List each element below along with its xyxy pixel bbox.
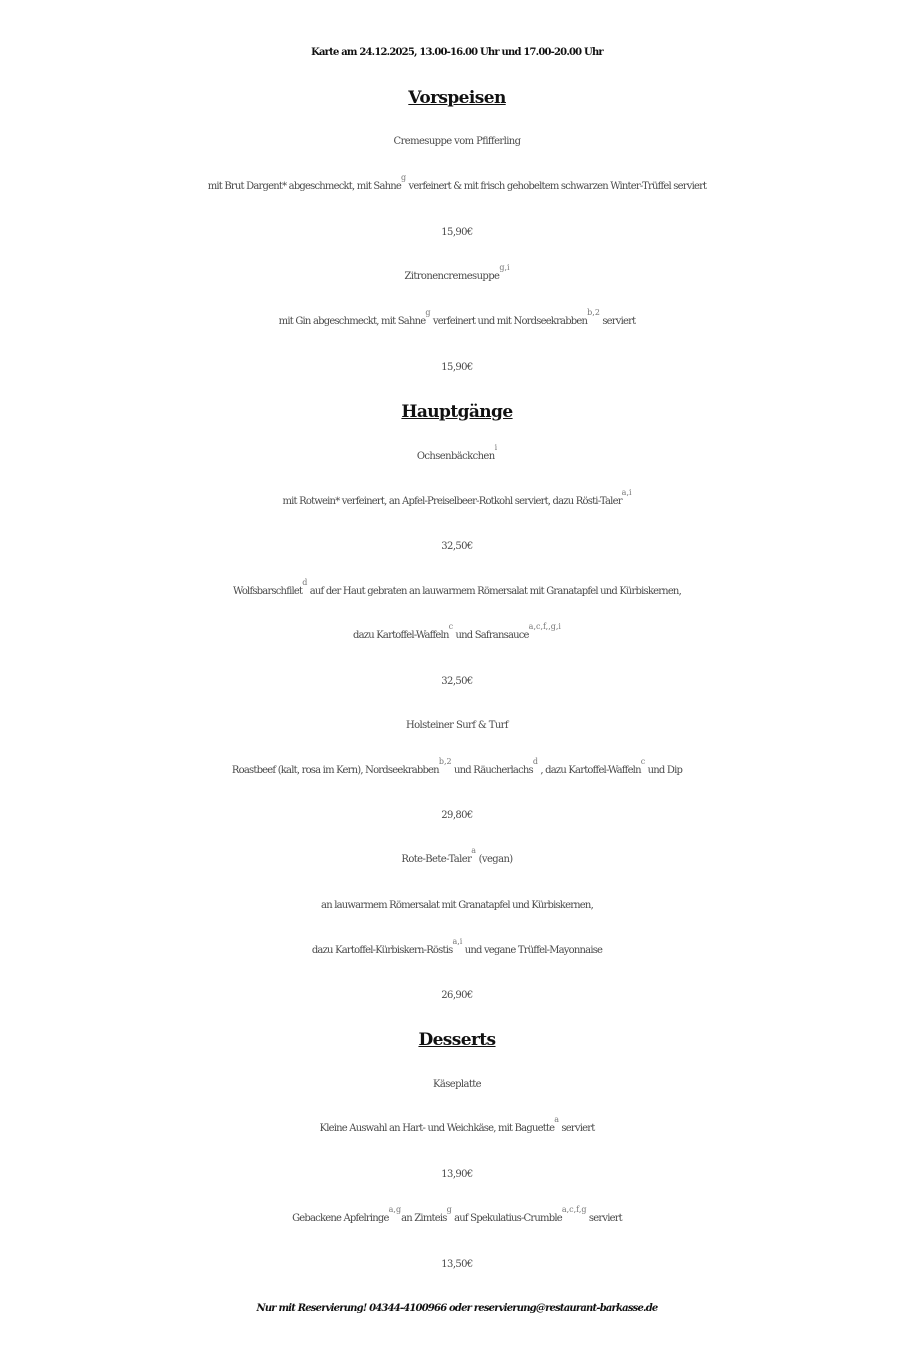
dish-name: Holsteiner Surf & Turf xyxy=(406,720,508,731)
dish-description: dazu Kartoffel-Waffeln$^c$ und Safransauce$^{a,c,f,,g,i}$ xyxy=(353,622,561,641)
dish-name: Cremesuppe vom Pfifferling xyxy=(393,136,521,147)
dish-description: an lauwarmem Römersalat mit Granatapfel und Kürbiskernen, xyxy=(321,900,593,911)
dish-description: dazu Kartoffel-Kürbiskern-Röstis$^{a,i}$ und vegane Trüffel-Mayonnaise xyxy=(311,937,603,956)
dish-price: 13,50€ xyxy=(441,1259,473,1270)
dish-description: mit Brut Dargent* abgeschmeckt, mit Sahne$^g$ verfeinert & mit frisch gehobeltem schwarzen Winter-Trüffel serviert xyxy=(207,173,707,192)
dish-description: Kleine Auswahl an Hart- und Weichkäse, mit Baguette$^a$ serviert xyxy=(319,1115,595,1134)
section-heading-vorspeisen: Vorspeisen xyxy=(408,88,506,108)
reservation-footer: Nur mit Reservierung! 04344-4100966 oder reservierung@restaurant-barkasse.de xyxy=(256,1303,658,1314)
dish-description: Roastbeef (kalt, rosa im Kern), Nordseekrabben$^{b,2}$ und Räucherlachs$^d$ , dazu Kartoffel-Waffeln$^c$ und Dip xyxy=(231,757,683,776)
dish-price: 15,90€ xyxy=(441,227,473,238)
dish-price: 15,90€ xyxy=(441,362,473,373)
dish-description: mit Gin abgeschmeckt, mit Sahne$^g$ verfeinert und mit Nordseekrabben$^{b,2}$ serviert xyxy=(278,308,636,327)
dish-name: Zitronencremesuppe$^{g,i}$ xyxy=(404,263,510,282)
dish-name: Käseplatte xyxy=(433,1079,481,1090)
dish-price: 32,50€ xyxy=(441,676,473,687)
dish-price: 32,50€ xyxy=(441,541,473,552)
dish-name: Ochsenbäckchen$^i$ xyxy=(416,443,498,462)
dish-price: 29,80€ xyxy=(441,810,473,821)
menu-title: Karte am 24.12.2025, 13.00-16.00 Uhr und 17.00-20.00 Uhr xyxy=(311,47,603,58)
dish-name: Wolfsbarschfilet$^d$ auf der Haut gebraten an lauwarmem Römersalat mit Granatapfel und Kürbiskernen, xyxy=(233,578,681,597)
section-heading-hauptgaenge: Hauptgänge xyxy=(401,402,513,422)
dish-price: 26,90€ xyxy=(441,990,473,1001)
dish-description: mit Rotwein* verfeinert, an Apfel-Preiselbeer-Rotkohl serviert, dazu Rösti-Taler$^{a,i}$ xyxy=(282,488,632,507)
dish-price: 13,90€ xyxy=(441,1169,473,1180)
section-heading-desserts: Desserts xyxy=(418,1030,496,1050)
dish-description: Gebackene Apfelringe$^{a,g}$an Zimteis$^g$ auf Spekulatius-Crumble$^{a,c,f,g}$ serviert xyxy=(292,1205,622,1224)
dish-name: Rote-Bete-Taler$^a$ (vegan) xyxy=(401,846,513,865)
